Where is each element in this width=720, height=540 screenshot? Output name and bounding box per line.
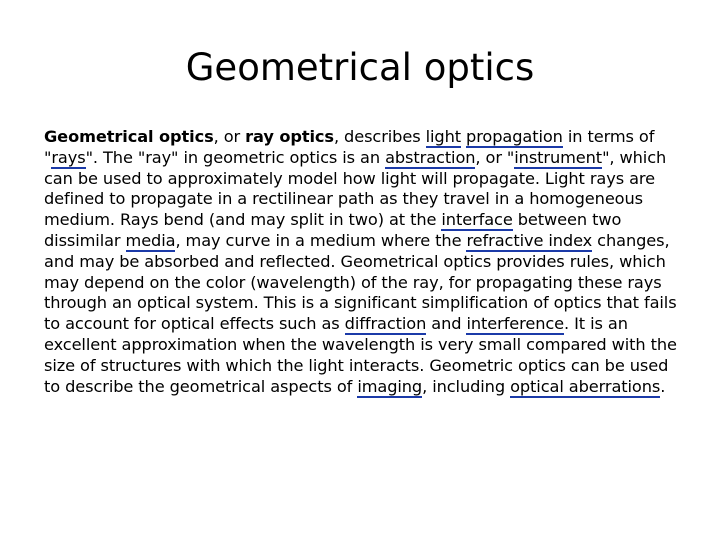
- link-diffraction[interactable]: diffraction: [344, 314, 427, 334]
- text-segment: changes, and may be absorbed and reflected. Geometrical optics provides rules, which may depend on the color (wavelength) of the ray, for propagating these rays through an optical system. This is a significant simplification of optics that fails to account for optical effects such as: [44, 230, 677, 334]
- link-instrument[interactable]: instrument: [514, 147, 603, 167]
- text-segment: , including: [422, 376, 511, 396]
- text-segment: . It is an excellent approximation when the wavelength is very small compared with the size of structures with which the light interacts. Geometric optics can be used to describe the geometrical aspects of: [44, 314, 677, 396]
- text-segment: , describes: [333, 127, 426, 146]
- link-interface[interactable]: interface: [441, 210, 513, 230]
- link-media[interactable]: media: [125, 230, 176, 250]
- body-paragraph: [44, 127, 680, 397]
- text-segment: , may curve in a medium where the: [175, 230, 467, 250]
- link-refractive-index[interactable]: refractive index: [466, 230, 593, 250]
- slide-title: Geometrical optics: [185, 46, 535, 89]
- link-propagation[interactable]: propagation: [466, 127, 563, 146]
- text-segment: , or ": [475, 147, 515, 167]
- text-segment: .: [660, 376, 666, 396]
- text-segment: , or: [213, 127, 246, 146]
- text-segment: between two dissimilar: [44, 210, 622, 250]
- link-interference[interactable]: interference: [466, 314, 565, 334]
- text-segment: in terms of ": [44, 127, 655, 167]
- text-segment: and: [426, 314, 467, 334]
- link-abstraction[interactable]: abstraction: [385, 147, 476, 167]
- term-ray-optics: ray optics: [245, 127, 334, 146]
- link-rays[interactable]: rays: [51, 147, 86, 167]
- link-imaging[interactable]: imaging: [357, 376, 423, 396]
- text-segment: ". The "ray" in geometric optics is an: [85, 147, 386, 167]
- link-light[interactable]: light: [425, 127, 461, 146]
- text-segment: ", which can be used to approximately model how light will propagate. Light rays are defined to propagate in a rectilinear path as they travel in a homogeneous medium. Rays bend (and may split in two) at the: [44, 147, 667, 230]
- term-geometrical-optics: Geometrical optics: [44, 127, 214, 146]
- link-optical-aberrations[interactable]: optical aberrations: [510, 376, 661, 396]
